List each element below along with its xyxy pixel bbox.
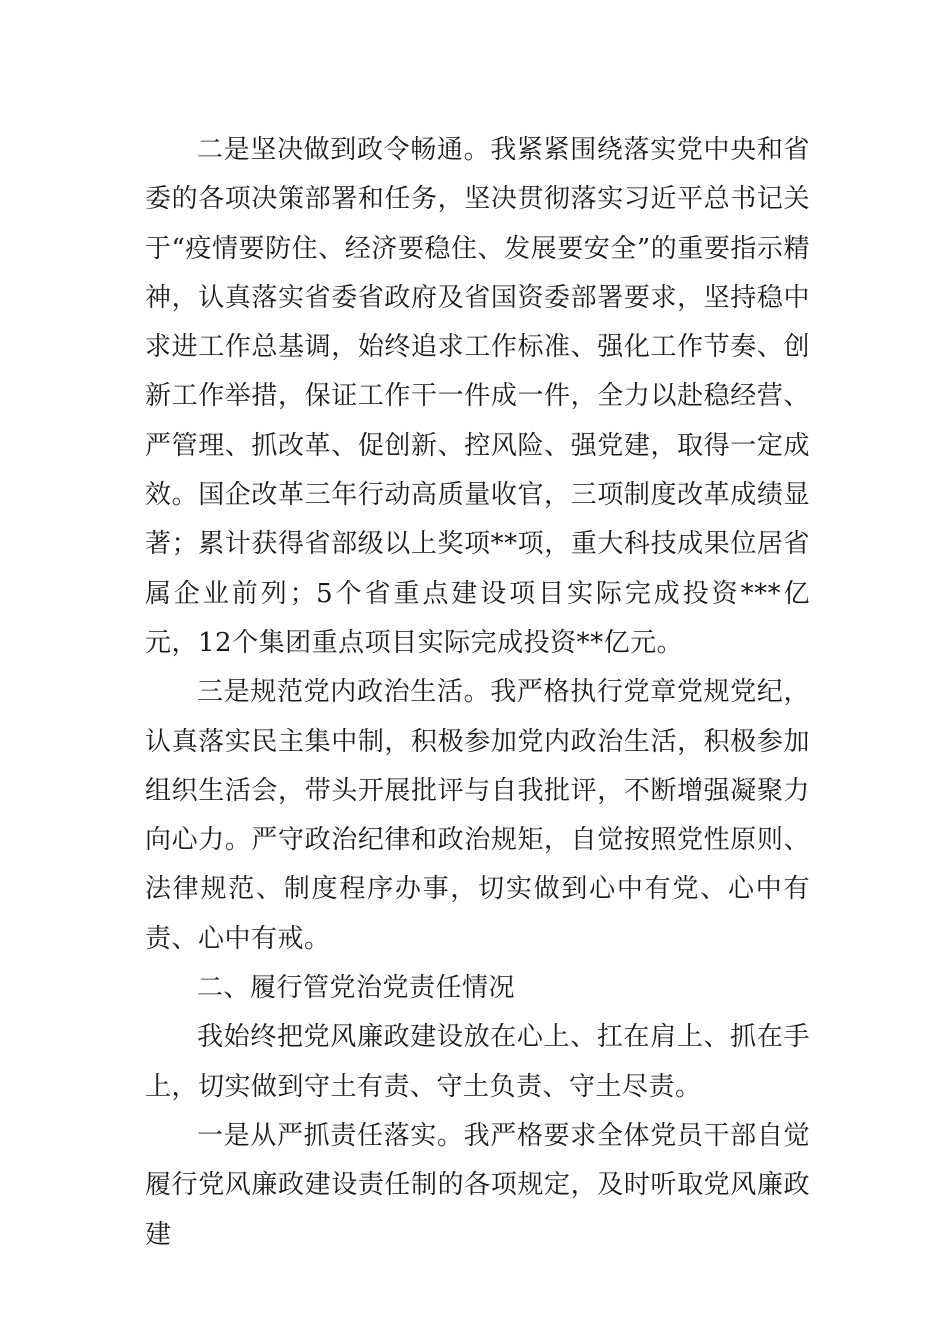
paragraph-responsibility-implementation: 一是从严抓责任落实。我严格要求全体党员干部自觉履行党风廉政建设责任制的各项规定，及时听取党风廉政建 (145, 1120, 810, 1250)
paragraph-political-orders: 二是坚决做到政令畅通。我紧紧围绕落实党中央和省委的各项决策部署和任务，坚决贯彻落实习近平总书记关于“疫情要防住、经济要稳住、发展要安全”的重要指示精神，认真落实省委省政府及省国资委部署要求，坚持稳中求进工作总基调，始终追求工作标准、强化工作节奏、创新工作举措，保证工作干一件成一件，全力以赴稳经营、严管理、抓改革、促创新、控风险、强党建，取得一定成效。国企改革三年行动高质量收官，三项制度改革成绩显著；累计获得省部级以上奖项**项，重大科技成果位居省属企业前列；5个省重点建设项目实际完成投资***亿元，12个集团重点项目实际完成投资**亿元。 (145, 135, 810, 658)
paragraph-party-political-life: 三是规范党内政治生活。我严格执行党章党规党纪，认真落实民主集中制，积极参加党内政治生活，积极参加组织生活会，带头开展批评与自我批评，不断增强凝聚力向心力。严守政治纪律和政治规矩，自觉按照党性原则、法律规范、制度程序办事，切实做到心中有党、心中有责、心中有戒。 (145, 677, 810, 954)
document-body (145, 126, 810, 1260)
section-heading-party-governance: 二、履行管党治党责任情况 (197, 973, 516, 1004)
paragraph-integrity-commitment: 我始终把党风廉政建设放在心上、扛在肩上、抓在手上，切实做到守土有责、守土负责、守土尽责。 (145, 1022, 810, 1102)
